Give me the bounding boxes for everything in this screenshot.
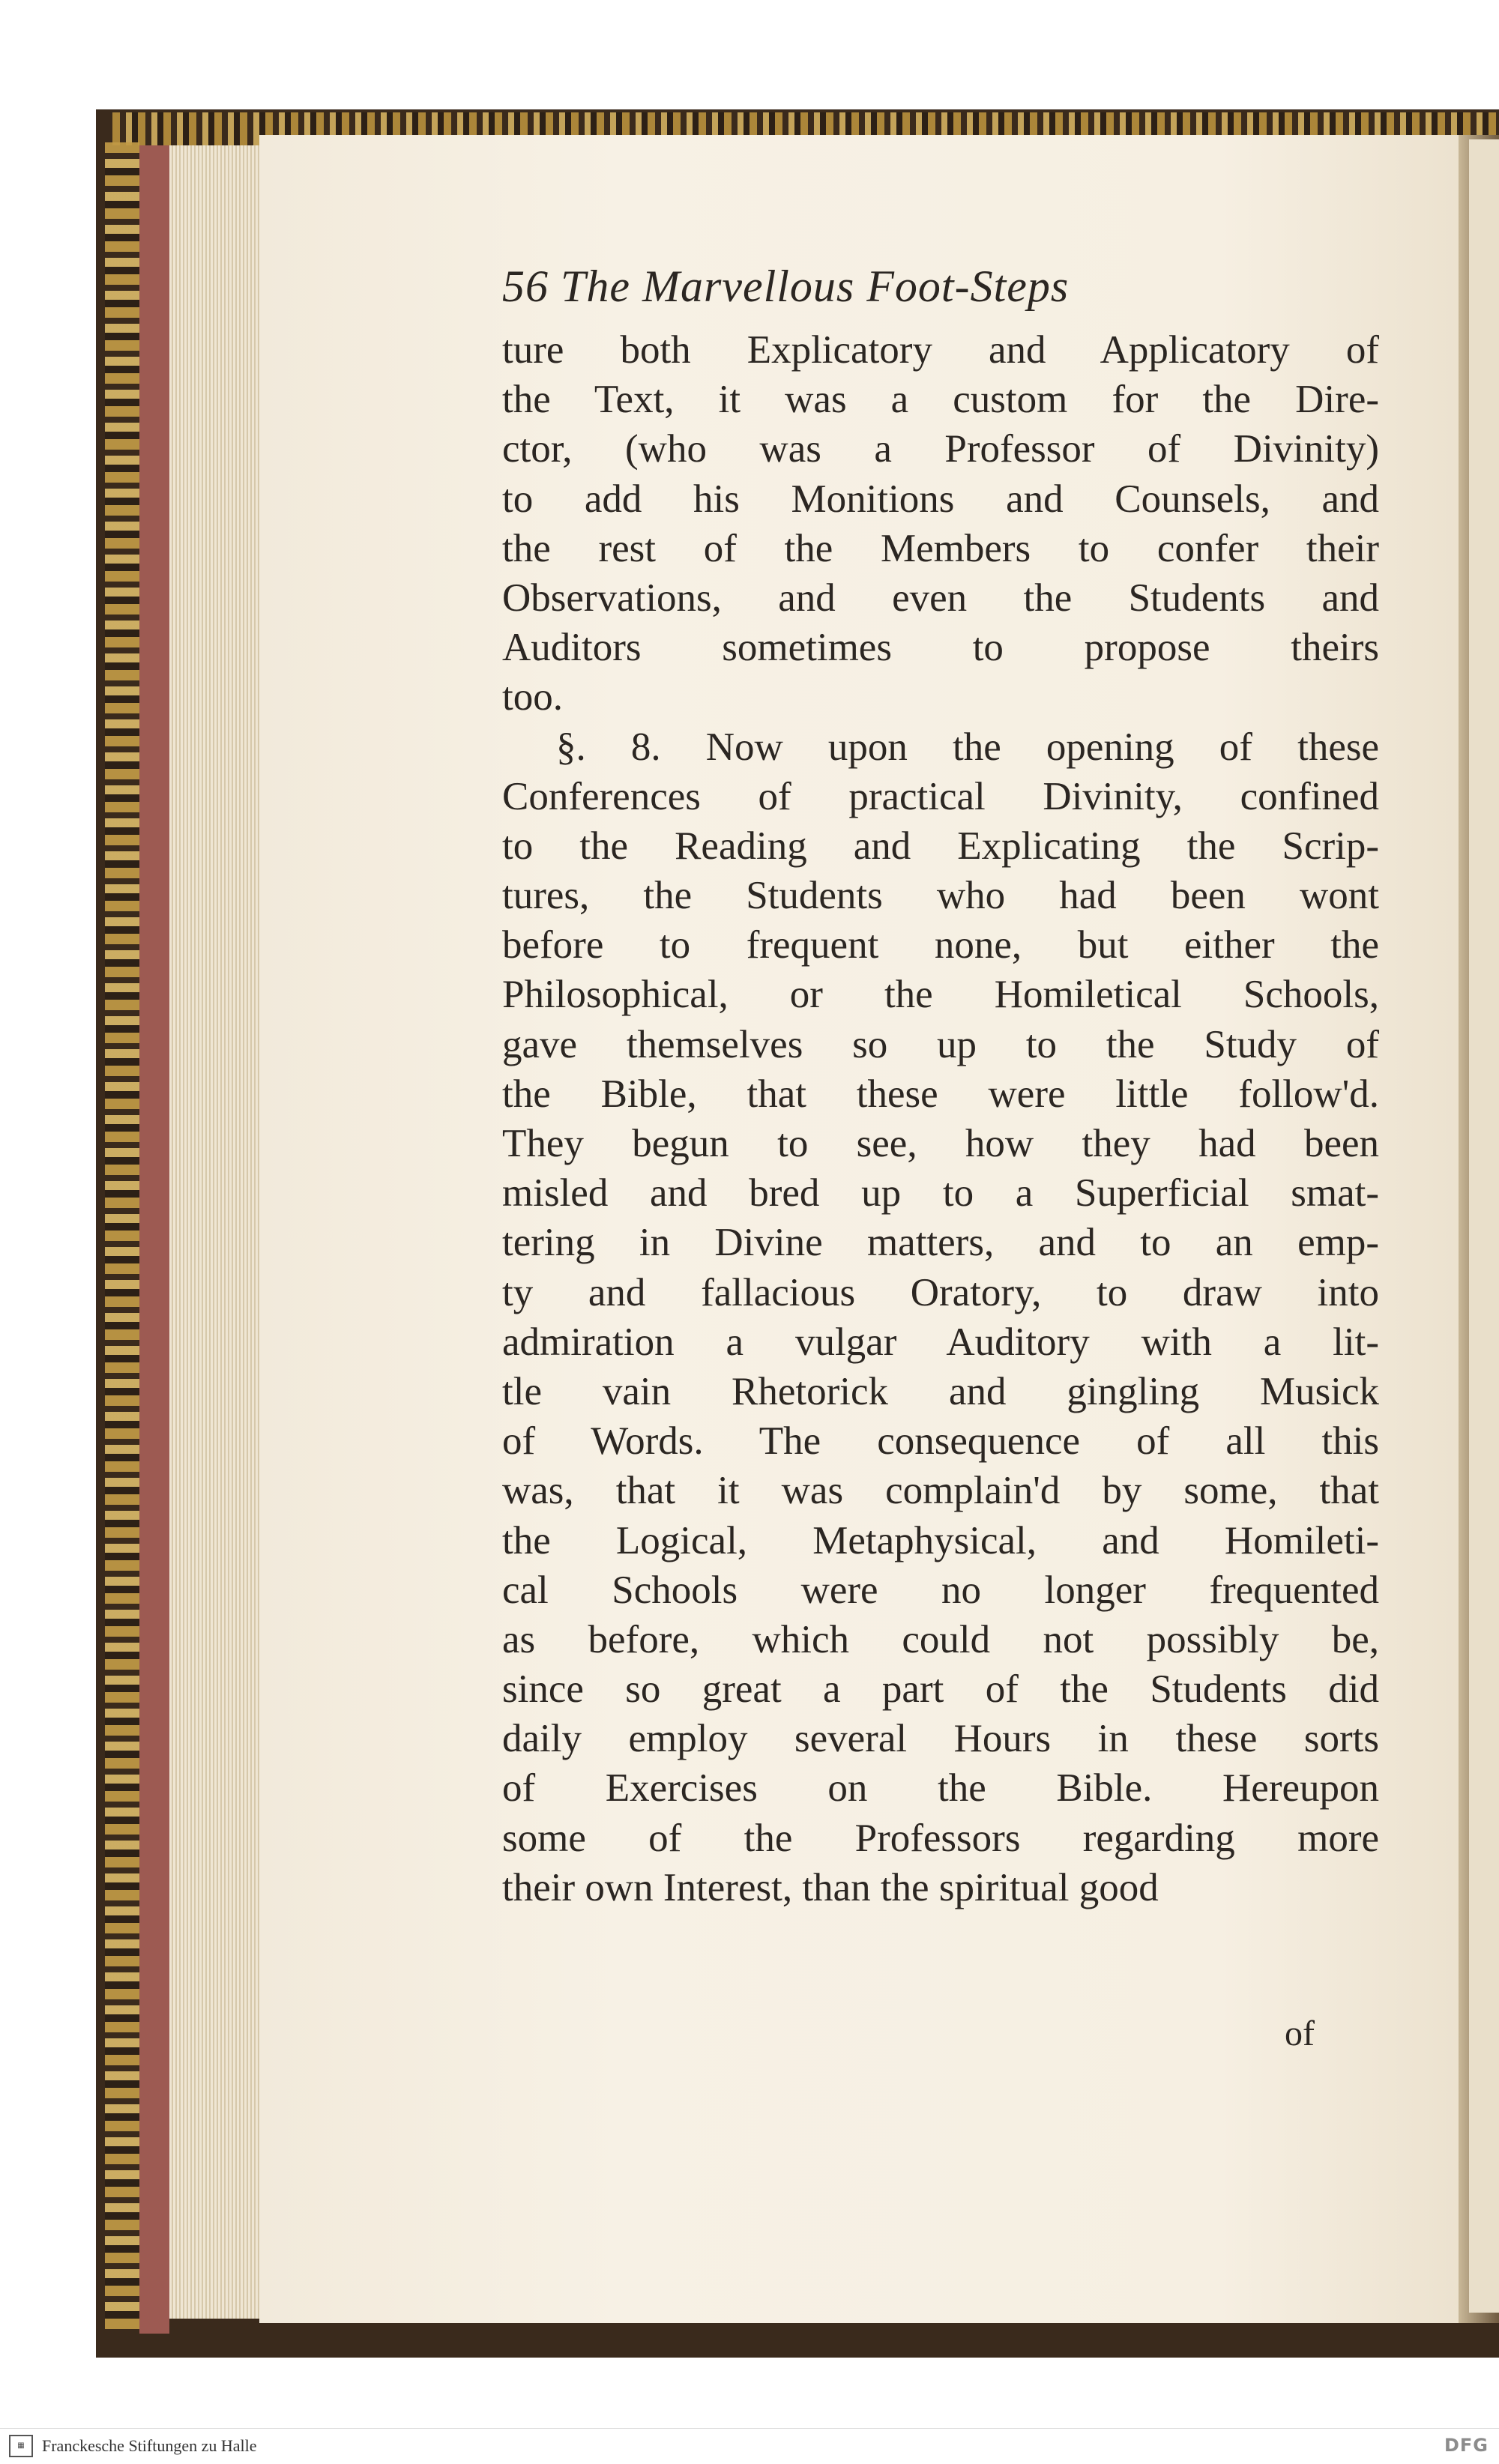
red-pastedown (139, 145, 169, 2334)
running-head (502, 247, 1379, 325)
text-line: was, that it was complain'd by some, that (502, 1469, 1379, 1513)
page-text-block (502, 247, 1379, 1912)
paragraph-1 (502, 325, 1379, 722)
page-number: 56 (502, 262, 549, 311)
text-line: the Text, it was a custom for the Dire- (502, 378, 1379, 422)
text-line: of Words. The consequence of all this (502, 1419, 1379, 1464)
footer-brand: DFG (1444, 2435, 1489, 2456)
text-line: Conferences of practical Divinity, confined (502, 774, 1379, 818)
institution-logo-icon: ▦ (9, 2435, 33, 2457)
text-line: since so great a part of the Students did (502, 1667, 1379, 1712)
text-line: Observations, and even the Students and (502, 576, 1379, 620)
paragraph-2 (502, 722, 1379, 1913)
text-line: misled and bred up to a Superficial smat- (502, 1171, 1379, 1216)
text-line: to add his Monitions and Counsels, and (502, 477, 1379, 521)
text-line: ctor, (who was a Professor of Divinity) (502, 427, 1379, 471)
text-line: some of the Professors regarding more (502, 1816, 1379, 1860)
footer-institution: Franckesche Stiftungen zu Halle (42, 2436, 257, 2455)
text-line: cal Schools were no longer frequented (502, 1568, 1379, 1612)
text-line: too. (502, 675, 563, 719)
text-line: before to frequent none, but either the (502, 923, 1379, 967)
text-line: the Logical, Metaphysical, and Homileti- (502, 1518, 1379, 1562)
text-line: as before, which could not possibly be, (502, 1617, 1379, 1661)
page-fore-edge (169, 145, 259, 2319)
text-line: daily employ several Hours in these sorts (502, 1717, 1379, 1761)
gilt-border-left (105, 142, 139, 2331)
text-line: They begun to see, how they had been (502, 1122, 1379, 1165)
text-line: admiration a vulgar Auditory with a lit- (502, 1320, 1379, 1364)
text-line: §. 8. Now upon the opening of these (556, 725, 1379, 769)
text-line: the rest of the Members to confer their (502, 526, 1379, 570)
text-line: tures, the Students who had been wont (502, 874, 1379, 918)
catchword: of (1285, 2014, 1315, 2053)
text-line: of Exercises on the Bible. Hereupon (502, 1766, 1379, 1811)
text-line: gave themselves so up to the Study of (502, 1022, 1379, 1066)
text-line: tering in Divine matters, and to an emp- (502, 1221, 1379, 1265)
footer-bar (0, 2428, 1499, 2464)
running-title: The Marvellous Foot-Steps (561, 262, 1070, 311)
text-line: their own Interest, than the spiritual good (502, 1865, 1159, 1909)
text-line: ty and fallacious Oratory, to draw into (502, 1270, 1379, 1314)
facing-page-edge (1469, 139, 1499, 2313)
text-line: ture both Explicatory and Applicatory of (502, 328, 1379, 372)
text-line: to the Reading and Explicating the Scrip- (502, 824, 1379, 868)
text-line: Auditors sometimes to propose theirs (502, 626, 1379, 670)
text-line: Philosophical, or the Homiletical Schools, (502, 973, 1379, 1017)
text-line: the Bible, that these were little follow'd. (502, 1072, 1379, 1116)
text-line: tle vain Rhetorick and gingling Musick (502, 1369, 1379, 1413)
